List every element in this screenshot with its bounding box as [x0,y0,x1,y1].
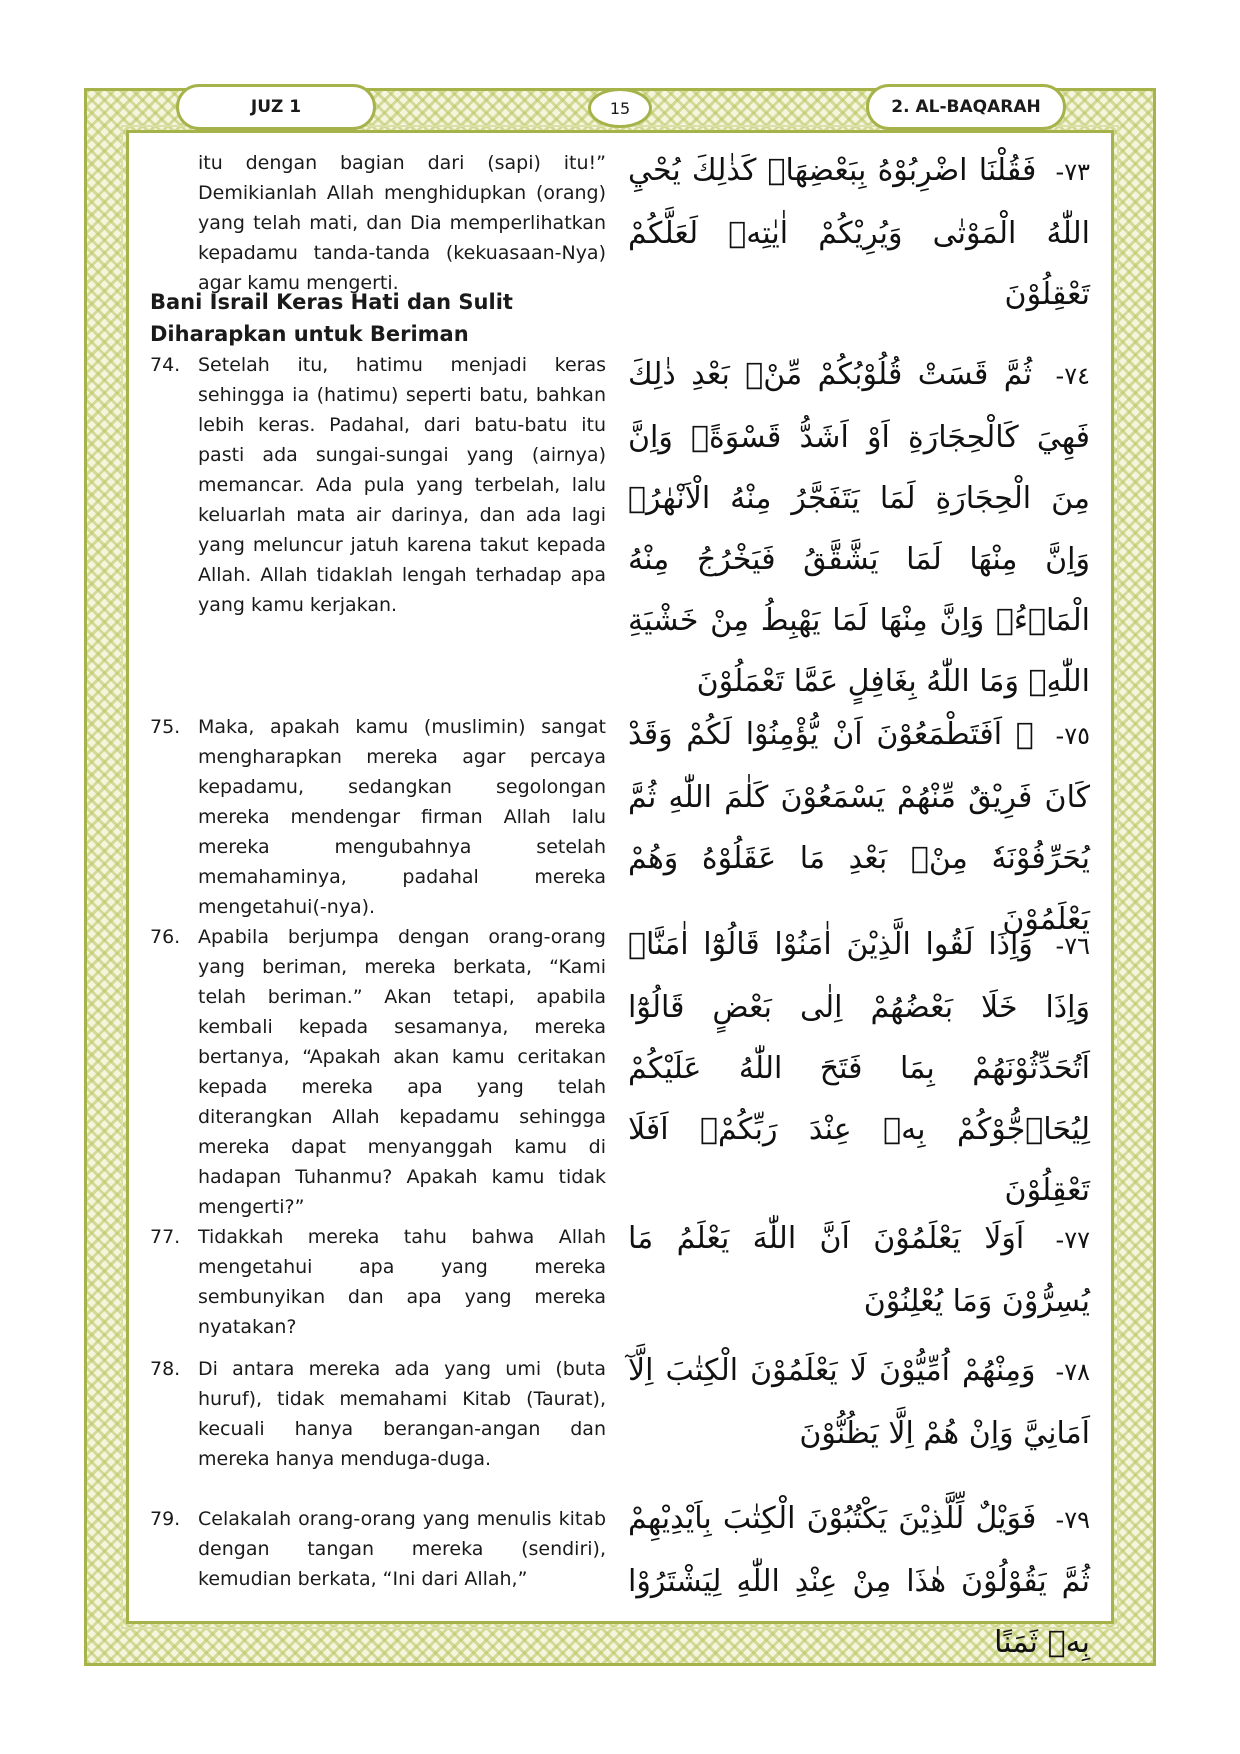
page-number: 15 [588,88,652,128]
translation-verse-79 [150,1504,606,1594]
verse-translation: itu dengan bagian dari (sapi) itu!” Demikianlah Allah menghidupkan (orang) yang telah mati, dan Dia memperlihatkan kepadamu tanda-tanda (kekuasaan-Nya) agar kamu mengerti. [198,152,606,294]
verse-translation: Tidakkah mereka tahu bahwa Allah mengetahui apa yang mereka sembunyikan dan apa yang mereka nyatakan? [198,1226,606,1338]
translation-verse-78 [150,1354,606,1474]
arabic-verse-76 [628,914,1090,1221]
translation-verse-73 [150,148,606,298]
verse-translation: Setelah itu, hatimu menjadi keras sehingga ia (hatimu) seperti batu, bahkan lebih keras. Padahal, dari batu-batu itu pasti ada sungai-sungai yang (airnya) memancar. Ada pula yang terbelah, lalu keluarlah mata air darinya, dan ada lagi yang meluncur jatuh karena takut kepada Allah. Allah tidaklah lengah terhadap apa yang kamu kerjakan. [198,354,606,616]
arabic-verse-74 [628,344,1090,712]
arabic-verse-text: ۞ اَفَتَطْمَعُوْنَ اَنْ يُّؤْمِنُوْا لَكُمْ وَقَدْ كَانَ فَرِيْقٌ مِّنْهُمْ يَسْمَعُوْنَ كَلٰمَ اللّٰهِ ثُمَّ يُحَرِّفُوْنَهٗ مِنْۢ بَعْدِ مَا عَقَلُوْهُ وَهُمْ يَعْلَمُوْنَ [628,717,1090,937]
arabic-verse-number: ٧٦- [1055,932,1090,960]
verse-translation: Celakalah orang-orang yang menulis kitab dengan tangan mereka (sendiri), kemudian berkata, “Ini dari Allah,” [198,1508,606,1590]
translation-verse-74 [150,350,606,620]
arabic-verse-78 [628,1340,1090,1464]
verse-translation: Maka, apakah kamu (muslimin) sangat mengharapkan mereka agar percaya kepadamu, sedangkan segolongan mereka mendengar firman Allah lalu mereka mengubahnya setelah memahaminya, padahal mereka mengetahui(-nya). [198,716,606,918]
verse-translation: Di antara mereka ada yang umi (buta huruf), tidak memahami Kitab (Taurat), kecuali hanya berangan-angan dan mereka hanya menduga-duga. [198,1358,606,1470]
arabic-verse-text: ثُمَّ قَسَتْ قُلُوْبُكُمْ مِّنْۢ بَعْدِ ذٰلِكَ فَهِيَ كَالْحِجَارَةِ اَوْ اَشَدُّ قَسْوَةًۗ وَاِنَّ مِنَ الْحِجَارَةِ لَمَا يَتَفَجَّرُ مِنْهُ الْاَنْهٰرُۗ وَاِنَّ مِنْهَا لَمَا يَشَّقَّقُ فَيَخْرُجُ مِنْهُ الْمَاۤءُۗ وَاِنَّ مِنْهَا لَمَا يَهْبِطُ مِنْ خَشْيَةِ اللّٰهِۗ وَمَا اللّٰهُ بِغَافِلٍ عَمَّا تَعْمَلُوْنَ [628,357,1090,699]
translation-verse-75 [150,712,606,922]
translation-verse-76 [150,922,606,1222]
arabic-verse-text: فَقُلْنَا اضْرِبُوْهُ بِبَعْضِهَاۗ كَذٰلِكَ يُحْيِ اللّٰهُ الْمَوْتٰى وَيُرِيْكُمْ اٰيٰتِهٖ لَعَلَّكُمْ تَعْقِلُوْنَ [628,153,1090,312]
verse-number: 78. [150,1358,181,1380]
juz-label: JUZ 1 [176,84,376,130]
arabic-verse-number: ٧٧- [1055,1226,1090,1254]
surah-label: 2. AL-BAQARAH [866,84,1066,130]
arabic-verse-number: ٧٥- [1055,722,1090,750]
arabic-verse-number: ٧٨- [1055,1358,1090,1386]
page-content [150,148,1090,1660]
verse-number: 77. [150,1226,181,1248]
translation-verse-77 [150,1222,606,1342]
verse-translation: Apabila berjumpa dengan orang-orang yang beriman, mereka berkata, “Kami telah beriman.” Akan tetapi, apabila kembali kepada sesamanya, mereka bertanya, “Apakah akan kamu ceritakan kepada mereka apa yang telah diterangkan Allah kepadamu sehingga mereka dapat menyanggah kamu di hadapan Tuhanmu? Apakah kamu tidak mengerti?” [198,926,606,1218]
arabic-verse-text: فَوَيْلٌ لِّلَّذِيْنَ يَكْتُبُوْنَ الْكِتٰبَ بِاَيْدِيْهِمْ ثُمَّ يَقُوْلُوْنَ هٰذَا مِنْ عِنْدِ اللّٰهِ لِيَشْتَرُوْا بِهٖ ثَمَنًا [628,1501,1090,1660]
verse-number: 74. [150,354,181,376]
arabic-verse-text: وَاِذَا لَقُوا الَّذِيْنَ اٰمَنُوْا قَالُوْٓا اٰمَنَّاۚ وَاِذَا خَلَا بَعْضُهُمْ اِلٰى بَعْضٍ قَالُوْٓا اَتُحَدِّثُوْنَهُمْ بِمَا فَتَحَ اللّٰهُ عَلَيْكُمْ لِيُحَاۤجُّوْكُمْ بِهٖ عِنْدَ رَبِّكُمْۗ اَفَلَا تَعْقِلُوْنَ [628,927,1090,1208]
arabic-verse-77 [628,1208,1090,1332]
section-title: Bani Israil Keras Hati dan Sulit Diharapkan untuk Beriman [150,290,513,346]
arabic-verse-number: ٧٣- [1055,158,1090,186]
verse-number: 75. [150,716,181,738]
verse-number [150,148,198,298]
verse-number: 79. [150,1508,181,1530]
arabic-verse-number: ٧٤- [1055,362,1090,390]
arabic-verse-number: ٧٩- [1055,1506,1090,1534]
arabic-verse-79 [628,1488,1090,1673]
arabic-verse-73 [628,140,1090,325]
arabic-verse-text: وَمِنْهُمْ اُمِّيُّوْنَ لَا يَعْلَمُوْنَ الْكِتٰبَ اِلَّآ اَمَانِيَّ وَاِنْ هُمْ اِلَّا يَظُنُّوْنَ [628,1353,1090,1451]
arabic-verse-text: اَوَلَا يَعْلَمُوْنَ اَنَّ اللّٰهَ يَعْلَمُ مَا يُسِرُّوْنَ وَمَا يُعْلِنُوْنَ [628,1221,1090,1319]
verse-number: 76. [150,926,181,948]
